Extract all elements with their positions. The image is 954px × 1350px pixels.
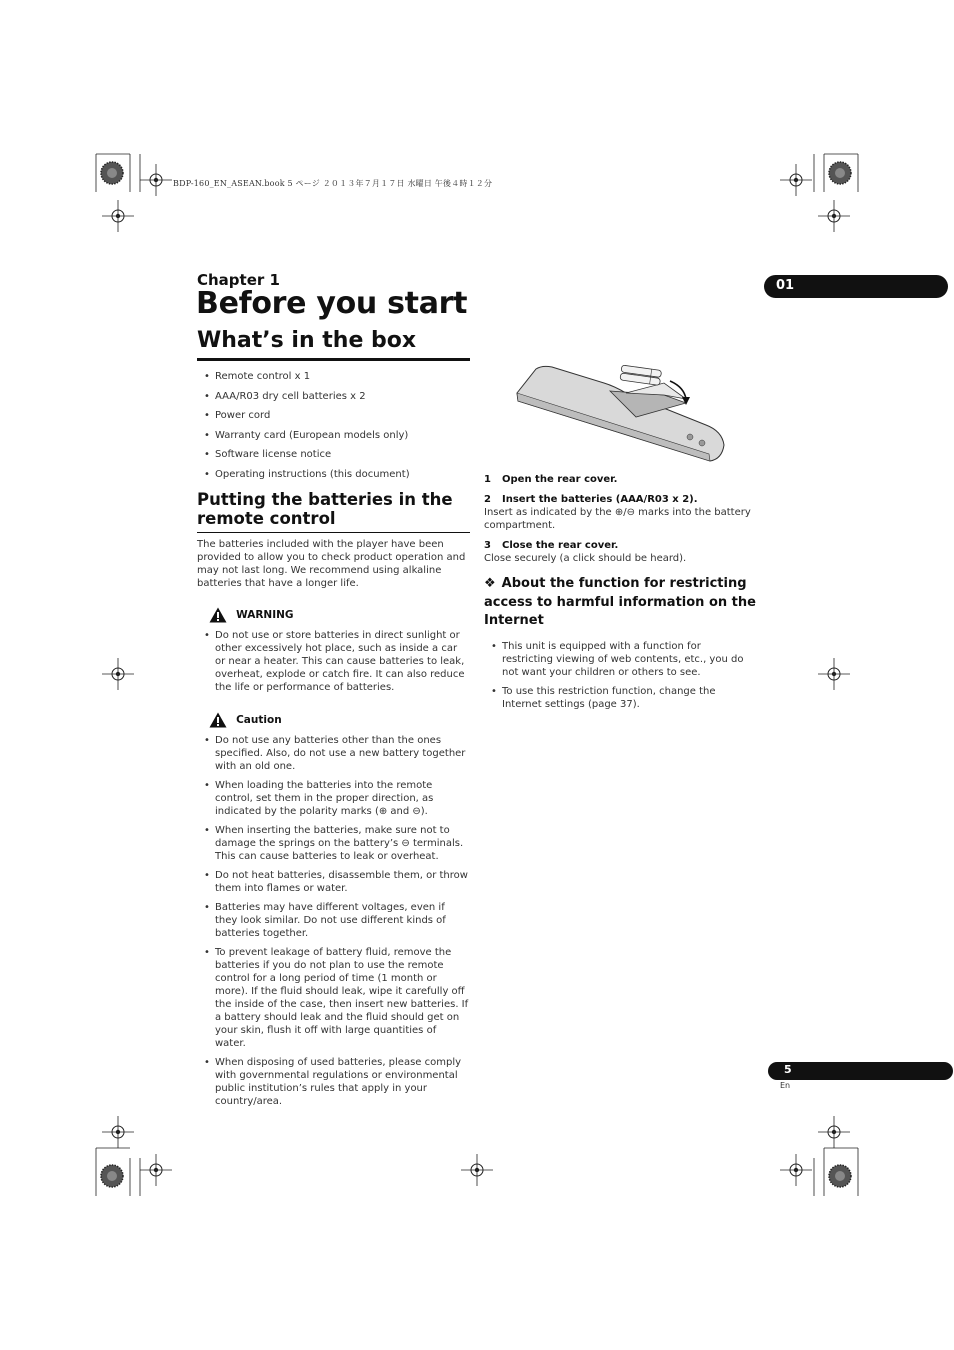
chapter-label: Chapter 1 xyxy=(197,271,280,289)
step-body: Close securely (a click should be heard). xyxy=(484,553,687,564)
step-number: 3 xyxy=(484,540,491,551)
list-item: • Software license notice xyxy=(197,448,467,461)
about-heading-text: About the function for restricting access to harmful information on the Internet xyxy=(484,576,756,628)
warning-label: WARNING xyxy=(236,608,294,621)
step-title xyxy=(484,473,754,486)
print-header: BDP-160_EN_ASEAN.book 5 ページ ２０１３年７月１７日 水曜日 午後４時１２分 xyxy=(173,179,493,188)
list-item: • When loading the batteries into the remote control, set them in the proper direction, as indicated by the polarity marks (⊕ and ⊖). xyxy=(197,779,469,818)
list-item: • Do not use or store batteries in direct sunlight or other excessively hot place, such as inside a car or near a heater. This can cause batteries to leak, overheat, explode or catch fire. It can also reduce the life or performance of batteries. xyxy=(197,629,469,694)
list-item: • To prevent leakage of battery fluid, remove the batteries if you do not plan to use the remote control for a long period of time (1 month or more). If the fluid should leak, wipe it carefully off the inside of the case, then insert new batteries. If a battery should leak and the fluid should get on your skin, flush it off with large quantities of water. xyxy=(197,946,469,1050)
list-item: • When inserting the batteries, make sure not to damage the springs on the battery’s ⊖ terminals. This can cause batteries to leak or overheat. xyxy=(197,824,469,863)
warning-list xyxy=(197,629,469,700)
chapter-tab-number: 01 xyxy=(776,278,795,293)
diamond-bullet-icon: ❖ xyxy=(484,576,496,591)
step-number: 2 xyxy=(484,494,491,505)
page-number: 5 xyxy=(784,1063,792,1076)
list-item: • Operating instructions (this document) xyxy=(197,468,467,481)
about-list xyxy=(484,640,752,717)
list-item: • Do not use any batteries other than the ones specified. Also, do not use a new battery together with an old one. xyxy=(197,734,469,773)
section-title: What’s in the box xyxy=(197,328,417,353)
page-language: En xyxy=(780,1081,791,1090)
list-item: • Warranty card (European models only) xyxy=(197,429,467,442)
list-item: • To use this restriction function, change the Internet settings (page 37). xyxy=(484,685,752,711)
about-heading xyxy=(484,575,756,631)
box-contents-list xyxy=(197,370,467,487)
step-number: 1 xyxy=(484,474,491,485)
subheading-rule xyxy=(197,532,470,533)
caution-heading xyxy=(209,709,282,728)
step-title xyxy=(484,539,754,552)
list-item: • Do not heat batteries, disassemble them, or throw them into flames or water. xyxy=(197,869,469,895)
warning-icon xyxy=(209,607,227,623)
page-title: Before you start xyxy=(196,286,468,321)
remote-control-illustration xyxy=(514,355,726,463)
page-number-tab xyxy=(768,1062,953,1080)
batteries-intro: The batteries included with the player have been provided to allow you to check product operation and may not last long. We recommend using alkaline batteries that have a longer life. xyxy=(197,539,466,589)
list-item: • Batteries may have different voltages, even if they look similar. Do not use different kinds of batteries together. xyxy=(197,901,469,940)
list-item: • Remote control x 1 xyxy=(197,370,467,383)
title-rule xyxy=(197,358,470,361)
step-title-text: Open the rear cover. xyxy=(502,474,618,485)
steps xyxy=(484,473,754,572)
warning-heading xyxy=(209,604,294,623)
caution-list xyxy=(197,734,469,1114)
warning-icon xyxy=(209,712,227,728)
step-title-text: Insert the batteries (AAA/R03 x 2). xyxy=(502,494,698,505)
step-title xyxy=(484,493,754,506)
chapter-tab xyxy=(764,275,948,298)
list-item: • When disposing of used batteries, please comply with governmental regulations or environmental public institution’s rules that apply in your country/area. xyxy=(197,1056,469,1108)
step-title-text: Close the rear cover. xyxy=(502,540,619,551)
list-item: • Power cord xyxy=(197,409,467,422)
batteries-heading: Putting the batteries in the remote control xyxy=(197,490,453,528)
caution-label: Caution xyxy=(236,713,282,726)
step-body: Insert as indicated by the ⊕/⊖ marks into the battery compartment. xyxy=(484,507,751,531)
list-item: • AAA/R03 dry cell batteries x 2 xyxy=(197,390,467,403)
list-item: • This unit is equipped with a function for restricting viewing of web contents, etc., you do not want your children or others to see. xyxy=(484,640,752,679)
